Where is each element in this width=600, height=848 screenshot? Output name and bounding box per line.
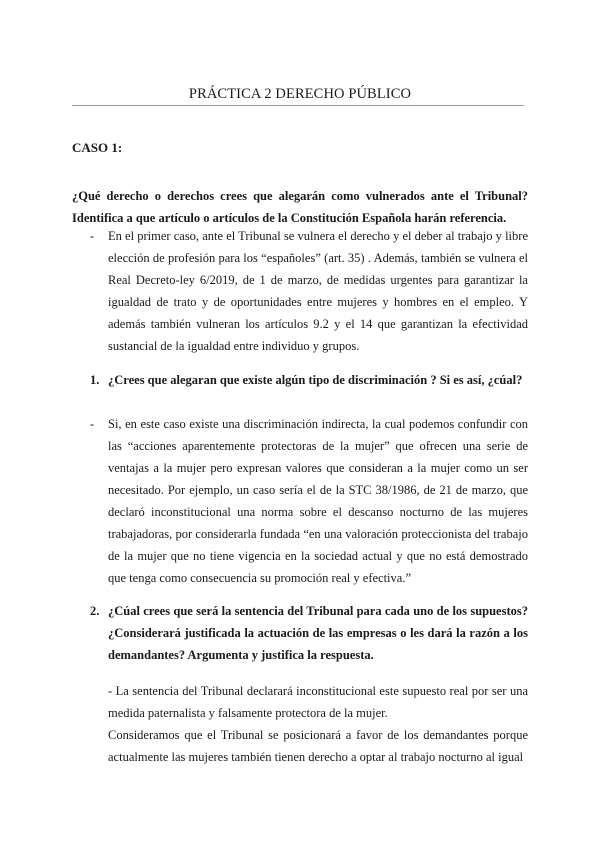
answer-3 <box>108 680 528 768</box>
intro-question: ¿Qué derecho o derechos crees que alegarán como vulnerados ante el Tribunal? Identifica a que artículo o artículos de la Constitución Española harán referencia. <box>72 189 528 225</box>
question-1-number: 1. <box>90 373 100 387</box>
answer-1-dash: - <box>90 229 95 243</box>
page-title: PRÁCTICA 2 DERECHO PÚBLICO <box>188 86 412 102</box>
answer-1-text: En el primer caso, ante el Tribunal se vulnera el derecho y el deber al trabajo y libre elección de profesión para los “españoles” (art. 35) . Además, también se vulnera el Real Decreto-ley 6/2019, de 1 de marzo, de medidas urgentes para garantizar la igualdad de trato y de oportunidades entre mujeres y hombres en el empleo. Y además también vulneran los artículos 9.2 y el 14 que garantizan la efectividad sustancial de la igualdad entre individuo y grupos. <box>108 229 528 353</box>
question-1 <box>72 369 528 391</box>
answer-1 <box>72 225 528 357</box>
answer-2 <box>72 413 528 589</box>
answer-3-paragraph-1: - La sentencia del Tribunal declarará inconstitucional este supuesto real por ser una medida paternalista y falsamente protectora de la mujer. <box>108 684 528 720</box>
question-2-text: ¿Cúal crees que será la sentencia del Tribunal para cada uno de los supuestos? ¿Considerará justificada la actuación de las empresas o les dará la razón a los demandantes? Argumenta y justifica la respuesta. <box>108 604 528 662</box>
answer-3-paragraph-2: Consideramos que el Tribunal se posicionará a favor de los demandantes porque actualmente las mujeres también tienen derecho a optar al trabajo nocturno al igual <box>108 728 528 764</box>
question-2 <box>72 600 528 666</box>
answer-2-text: Si, en este caso existe una discriminación indirecta, la cual podemos confundir con las “acciones aparentemente protectoras de la mujer” que ofrecen una serie de ventajas a la mujer pero expresan valores que consideran a la mujer como un ser necesitado. Por ejemplo, un caso sería el de la STC 38/1986, de 21 de marzo, que declaró inconstitucional una norma sobre el descanso nocturno de las mujeres trabajadoras, por considerarla fundada “en una valoración proteccionista del trabajo de la mujer que no tiene vigencia en la sociedad actual y que no está demostrado que tenga como consecuencia su promoción real y efectiva.” <box>108 417 528 585</box>
question-1-text: ¿Crees que alegaran que existe algún tipo de discriminación ? Si es así, ¿cúal? <box>108 373 523 387</box>
title-underline <box>72 105 524 106</box>
case-heading: CASO 1: <box>72 140 123 155</box>
answer-2-dash: - <box>90 417 95 431</box>
question-2-number: 2. <box>90 604 100 618</box>
